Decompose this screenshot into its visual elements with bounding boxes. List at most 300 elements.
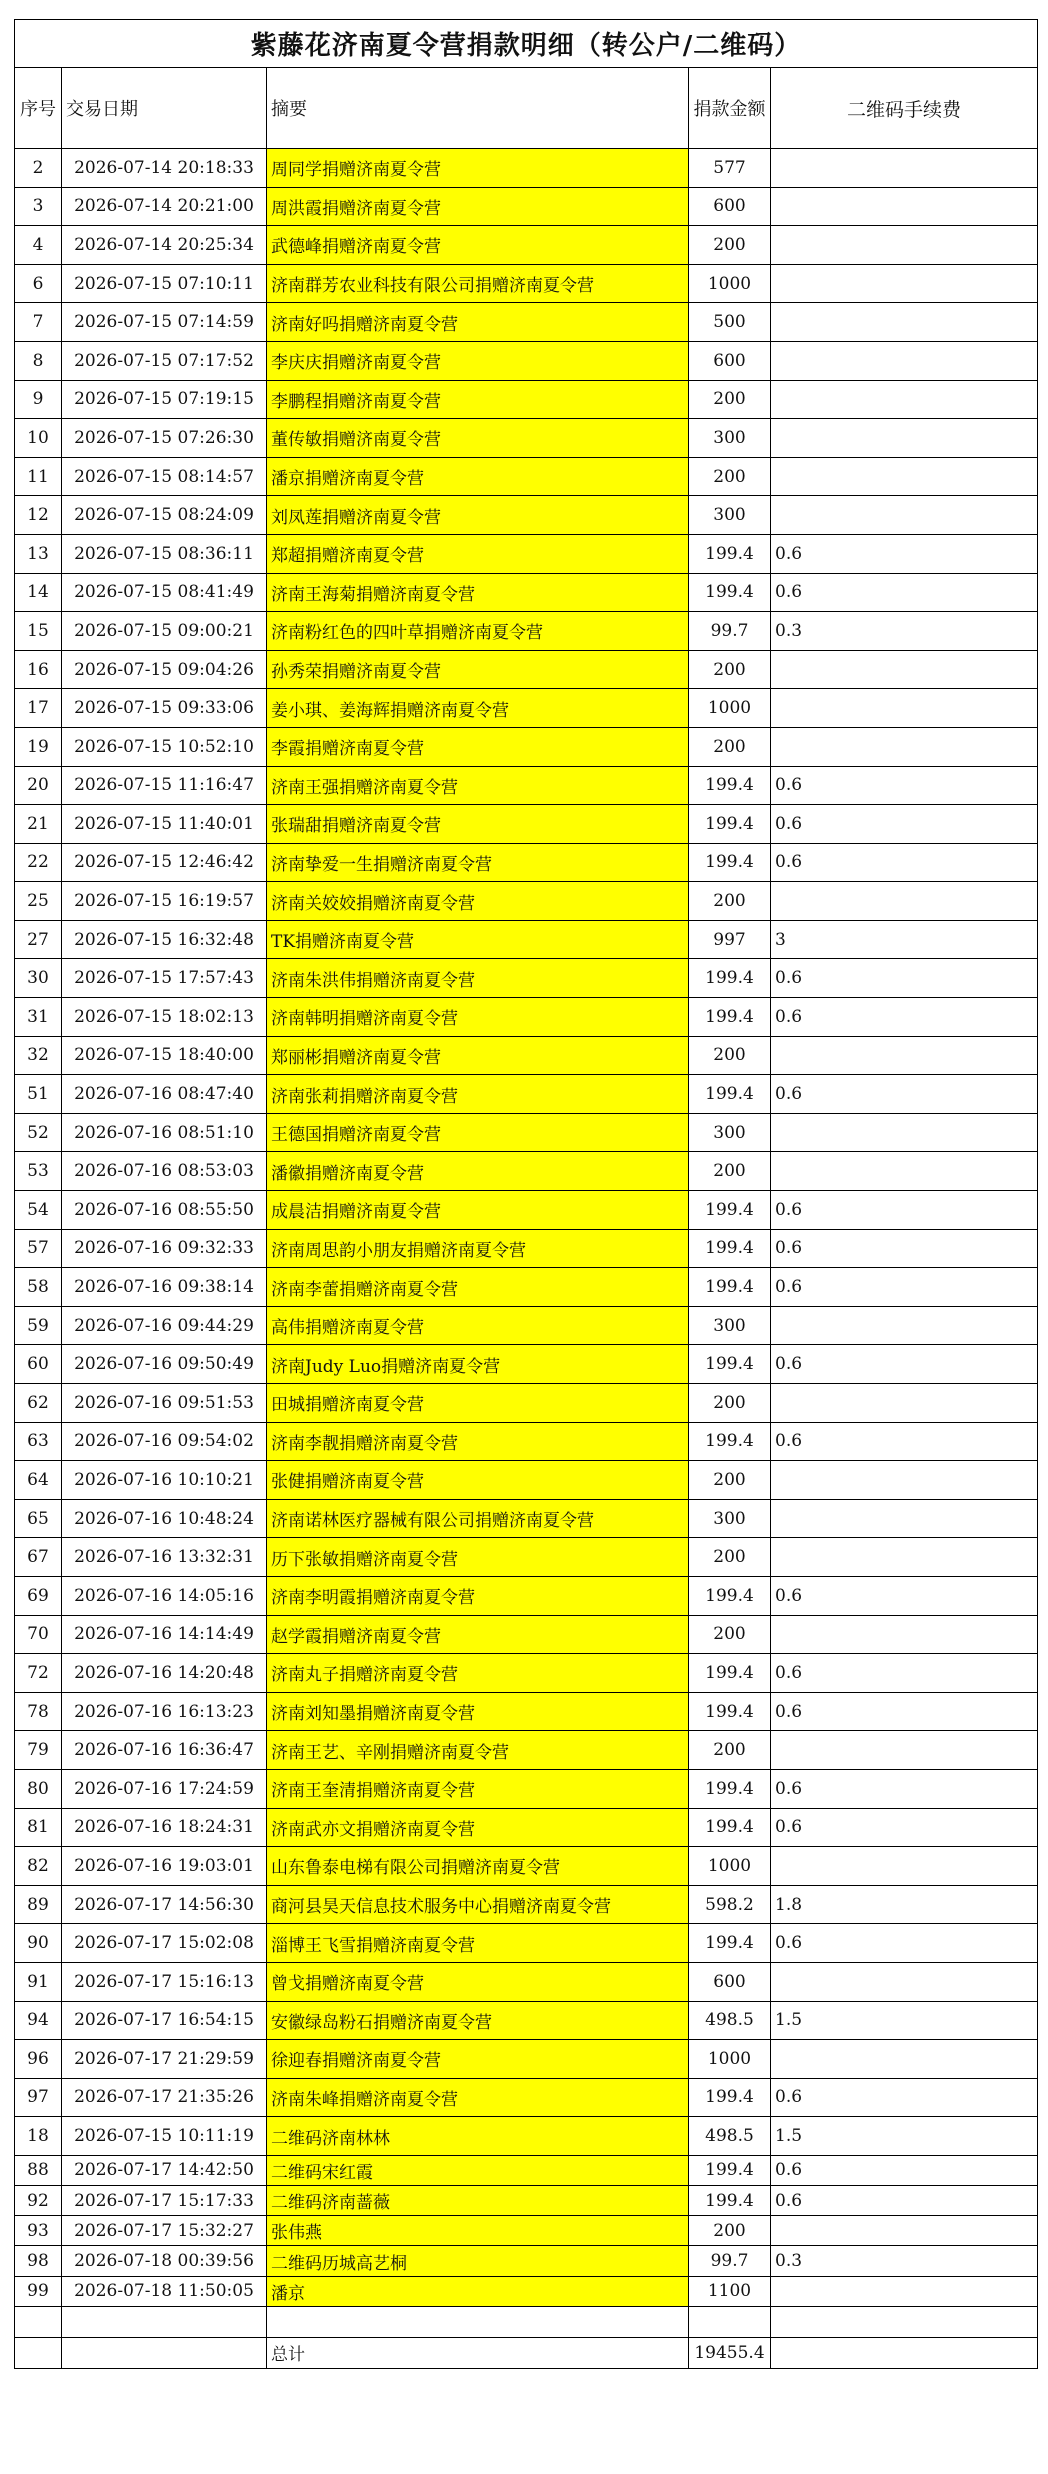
row-seq: 51 <box>15 1075 62 1114</box>
row-seq: 2 <box>15 149 62 188</box>
empty-cell <box>15 2337 62 2368</box>
row-amount: 600 <box>689 1962 771 2001</box>
row-date: 2026-07-15 08:36:11 <box>62 534 267 573</box>
empty-cell <box>689 2306 771 2337</box>
row-seq: 94 <box>15 2001 62 2040</box>
row-amount: 300 <box>689 496 771 535</box>
row-seq: 63 <box>15 1422 62 1461</box>
empty-cell <box>15 2306 62 2337</box>
row-date: 2026-07-16 16:13:23 <box>62 1692 267 1731</box>
row-fee: 0.6 <box>771 805 1038 844</box>
row-amount: 300 <box>689 1306 771 1345</box>
row-fee <box>771 419 1038 458</box>
row-amount: 498.5 <box>689 2001 771 2040</box>
row-amount: 199.4 <box>689 1268 771 1307</box>
row-date: 2026-07-15 07:17:52 <box>62 341 267 380</box>
row-date: 2026-07-15 10:52:10 <box>62 727 267 766</box>
row-seq: 78 <box>15 1692 62 1731</box>
row-summary: 济南李靓捐赠济南夏令营 <box>267 1422 689 1461</box>
table-row <box>15 1422 1038 1461</box>
row-fee <box>771 650 1038 689</box>
header-summary: 摘要 <box>267 68 689 149</box>
table-row <box>15 920 1038 959</box>
row-fee: 0.6 <box>771 1808 1038 1847</box>
row-date: 2026-07-14 20:25:34 <box>62 226 267 265</box>
row-amount: 200 <box>689 650 771 689</box>
row-seq: 4 <box>15 226 62 265</box>
table-row <box>15 1769 1038 1808</box>
row-summary: 二维码宋红霞 <box>267 2155 689 2185</box>
header-row <box>15 68 1038 149</box>
row-date: 2026-07-16 14:20:48 <box>62 1654 267 1693</box>
row-fee: 0.6 <box>771 959 1038 998</box>
row-date: 2026-07-17 15:32:27 <box>62 2216 267 2246</box>
row-fee <box>771 341 1038 380</box>
row-seq: 7 <box>15 303 62 342</box>
table-row <box>15 573 1038 612</box>
row-amount: 199.4 <box>689 1345 771 1384</box>
row-amount: 199.4 <box>689 2155 771 2185</box>
row-fee <box>771 226 1038 265</box>
empty-cell <box>771 2337 1038 2368</box>
row-seq: 53 <box>15 1152 62 1191</box>
row-seq: 92 <box>15 2186 62 2216</box>
row-fee <box>771 380 1038 419</box>
table-row <box>15 1499 1038 1538</box>
row-seq: 81 <box>15 1808 62 1847</box>
donation-table <box>14 19 1038 2369</box>
row-seq: 31 <box>15 998 62 1037</box>
row-seq: 22 <box>15 843 62 882</box>
row-fee <box>771 496 1038 535</box>
row-seq: 89 <box>15 1885 62 1924</box>
row-summary: 二维码济南林林 <box>267 2117 689 2156</box>
row-fee <box>771 1113 1038 1152</box>
row-date: 2026-07-16 18:24:31 <box>62 1808 267 1847</box>
empty-cell <box>62 2337 267 2368</box>
row-summary: 郑超捐赠济南夏令营 <box>267 534 689 573</box>
row-date: 2026-07-17 15:16:13 <box>62 1962 267 2001</box>
row-date: 2026-07-16 09:54:02 <box>62 1422 267 1461</box>
row-amount: 598.2 <box>689 1885 771 1924</box>
row-seq: 18 <box>15 2117 62 2156</box>
row-summary: 张瑞甜捐赠济南夏令营 <box>267 805 689 844</box>
row-amount: 199.4 <box>689 1808 771 1847</box>
row-summary: 济南李明霞捐赠济南夏令营 <box>267 1576 689 1615</box>
row-seq: 93 <box>15 2216 62 2246</box>
row-seq: 60 <box>15 1345 62 1384</box>
row-seq: 97 <box>15 2078 62 2117</box>
row-amount: 200 <box>689 1036 771 1075</box>
table-row <box>15 2117 1038 2156</box>
row-fee <box>771 2276 1038 2306</box>
row-fee: 0.6 <box>771 1422 1038 1461</box>
row-fee <box>771 1731 1038 1770</box>
row-date: 2026-07-16 19:03:01 <box>62 1847 267 1886</box>
table-row <box>15 1075 1038 1114</box>
table-row <box>15 805 1038 844</box>
row-date: 2026-07-18 11:50:05 <box>62 2276 267 2306</box>
row-amount: 199.4 <box>689 1229 771 1268</box>
row-seq: 58 <box>15 1268 62 1307</box>
row-summary: 孙秀荣捐赠济南夏令营 <box>267 650 689 689</box>
row-seq: 72 <box>15 1654 62 1693</box>
row-fee: 0.6 <box>771 1576 1038 1615</box>
row-date: 2026-07-15 08:14:57 <box>62 457 267 496</box>
empty-cell <box>267 2306 689 2337</box>
table-row <box>15 1808 1038 1847</box>
row-date: 2026-07-15 16:19:57 <box>62 882 267 921</box>
table-row <box>15 1731 1038 1770</box>
row-seq: 30 <box>15 959 62 998</box>
row-seq: 17 <box>15 689 62 728</box>
table-row <box>15 766 1038 805</box>
row-amount: 199.4 <box>689 1576 771 1615</box>
row-amount: 200 <box>689 2216 771 2246</box>
table-row <box>15 2186 1038 2216</box>
row-amount: 300 <box>689 1113 771 1152</box>
row-date: 2026-07-15 08:24:09 <box>62 496 267 535</box>
table-row <box>15 1345 1038 1384</box>
row-amount: 200 <box>689 226 771 265</box>
row-fee <box>771 882 1038 921</box>
row-summary: TK捐赠济南夏令营 <box>267 920 689 959</box>
table-row <box>15 650 1038 689</box>
row-seq: 8 <box>15 341 62 380</box>
table-row <box>15 689 1038 728</box>
row-date: 2026-07-17 21:35:26 <box>62 2078 267 2117</box>
row-fee: 0.6 <box>771 534 1038 573</box>
row-date: 2026-07-16 09:38:14 <box>62 1268 267 1307</box>
row-summary: 济南韩明捐赠济南夏令营 <box>267 998 689 1037</box>
row-amount: 200 <box>689 380 771 419</box>
row-amount: 199.4 <box>689 998 771 1037</box>
row-fee: 0.6 <box>771 766 1038 805</box>
row-date: 2026-07-15 09:33:06 <box>62 689 267 728</box>
table-row <box>15 2001 1038 2040</box>
row-fee <box>771 1461 1038 1500</box>
row-date: 2026-07-15 09:04:26 <box>62 650 267 689</box>
row-fee: 1.8 <box>771 1885 1038 1924</box>
row-seq: 98 <box>15 2246 62 2276</box>
row-seq: 90 <box>15 1924 62 1963</box>
row-summary: 姜小琪、姜海辉捐赠济南夏令营 <box>267 689 689 728</box>
row-date: 2026-07-14 20:18:33 <box>62 149 267 188</box>
row-seq: 70 <box>15 1615 62 1654</box>
row-summary: 济南王海菊捐赠济南夏令营 <box>267 573 689 612</box>
row-amount: 99.7 <box>689 612 771 651</box>
row-amount: 498.5 <box>689 2117 771 2156</box>
header-date: 交易日期 <box>62 68 267 149</box>
row-summary: 郑丽彬捐赠济南夏令营 <box>267 1036 689 1075</box>
table-row <box>15 264 1038 303</box>
row-summary: 济南朱洪伟捐赠济南夏令营 <box>267 959 689 998</box>
row-summary: 济南周思韵小朋友捐赠济南夏令营 <box>267 1229 689 1268</box>
row-date: 2026-07-15 08:41:49 <box>62 573 267 612</box>
row-seq: 14 <box>15 573 62 612</box>
row-amount: 1000 <box>689 689 771 728</box>
table-row <box>15 612 1038 651</box>
row-amount: 199.4 <box>689 573 771 612</box>
row-date: 2026-07-18 00:39:56 <box>62 2246 267 2276</box>
row-date: 2026-07-17 14:42:50 <box>62 2155 267 2185</box>
row-date: 2026-07-15 07:10:11 <box>62 264 267 303</box>
table-row <box>15 959 1038 998</box>
row-date: 2026-07-16 09:44:29 <box>62 1306 267 1345</box>
row-amount: 200 <box>689 1538 771 1577</box>
row-amount: 199.4 <box>689 1769 771 1808</box>
row-fee: 0.6 <box>771 1268 1038 1307</box>
table-row <box>15 496 1038 535</box>
row-seq: 27 <box>15 920 62 959</box>
row-amount: 199.4 <box>689 2078 771 2117</box>
row-amount: 199.4 <box>689 1075 771 1114</box>
table-row <box>15 1152 1038 1191</box>
row-fee: 0.6 <box>771 1654 1038 1693</box>
row-seq: 3 <box>15 187 62 226</box>
row-summary: 周洪霞捐赠济南夏令营 <box>267 187 689 226</box>
table-row <box>15 2276 1038 2306</box>
row-amount: 199.4 <box>689 2186 771 2216</box>
table-row <box>15 1847 1038 1886</box>
total-amount: 19455.4 <box>689 2337 771 2368</box>
row-fee: 0.6 <box>771 2078 1038 2117</box>
row-summary: 曾戈捐赠济南夏令营 <box>267 1962 689 2001</box>
row-fee <box>771 727 1038 766</box>
row-seq: 59 <box>15 1306 62 1345</box>
row-seq: 9 <box>15 380 62 419</box>
row-amount: 99.7 <box>689 2246 771 2276</box>
row-amount: 199.4 <box>689 1654 771 1693</box>
row-amount: 600 <box>689 187 771 226</box>
row-amount: 199.4 <box>689 766 771 805</box>
row-summary: 刘凤莲捐赠济南夏令营 <box>267 496 689 535</box>
row-fee: 0.6 <box>771 843 1038 882</box>
row-amount: 199.4 <box>689 805 771 844</box>
table-row <box>15 1615 1038 1654</box>
table-row <box>15 187 1038 226</box>
row-summary: 王德国捐赠济南夏令营 <box>267 1113 689 1152</box>
row-amount: 1000 <box>689 2040 771 2079</box>
table-row <box>15 2155 1038 2185</box>
row-summary: 安徽绿岛粉石捐赠济南夏令营 <box>267 2001 689 2040</box>
row-fee: 0.3 <box>771 612 1038 651</box>
table-row <box>15 380 1038 419</box>
row-date: 2026-07-15 07:14:59 <box>62 303 267 342</box>
table-row <box>15 303 1038 342</box>
row-amount: 199.4 <box>689 534 771 573</box>
table-row <box>15 1191 1038 1230</box>
table-row <box>15 1461 1038 1500</box>
table-row <box>15 1654 1038 1693</box>
table-row <box>15 419 1038 458</box>
row-date: 2026-07-16 09:50:49 <box>62 1345 267 1384</box>
row-summary: 董传敏捐赠济南夏令营 <box>267 419 689 458</box>
table-row <box>15 1924 1038 1963</box>
row-summary: 济南朱峰捐赠济南夏令营 <box>267 2078 689 2117</box>
table-row <box>15 1036 1038 1075</box>
row-seq: 69 <box>15 1576 62 1615</box>
table-row <box>15 1113 1038 1152</box>
table-row <box>15 2078 1038 2117</box>
row-amount: 199.4 <box>689 959 771 998</box>
row-date: 2026-07-17 21:29:59 <box>62 2040 267 2079</box>
row-seq: 20 <box>15 766 62 805</box>
row-date: 2026-07-15 10:11:19 <box>62 2117 267 2156</box>
row-summary: 徐迎春捐赠济南夏令营 <box>267 2040 689 2079</box>
row-date: 2026-07-15 09:00:21 <box>62 612 267 651</box>
row-seq: 11 <box>15 457 62 496</box>
empty-cell <box>771 2306 1038 2337</box>
row-fee <box>771 1036 1038 1075</box>
total-row <box>15 2337 1038 2368</box>
row-seq: 13 <box>15 534 62 573</box>
row-fee: 0.6 <box>771 2186 1038 2216</box>
row-date: 2026-07-16 09:51:53 <box>62 1384 267 1423</box>
row-amount: 200 <box>689 727 771 766</box>
row-fee: 0.6 <box>771 1191 1038 1230</box>
row-seq: 80 <box>15 1769 62 1808</box>
row-fee: 0.6 <box>771 1924 1038 1963</box>
row-date: 2026-07-17 15:17:33 <box>62 2186 267 2216</box>
row-amount: 500 <box>689 303 771 342</box>
row-date: 2026-07-16 09:32:33 <box>62 1229 267 1268</box>
row-fee <box>771 264 1038 303</box>
row-summary: 济南刘知墨捐赠济南夏令营 <box>267 1692 689 1731</box>
row-date: 2026-07-15 12:46:42 <box>62 843 267 882</box>
row-summary: 济南挚爱一生捐赠济南夏令营 <box>267 843 689 882</box>
row-date: 2026-07-17 16:54:15 <box>62 2001 267 2040</box>
header-fee: 二维码手续费 <box>771 68 1038 149</box>
row-fee: 0.6 <box>771 573 1038 612</box>
row-amount: 199.4 <box>689 1191 771 1230</box>
row-seq: 62 <box>15 1384 62 1423</box>
row-amount: 200 <box>689 882 771 921</box>
row-amount: 1000 <box>689 264 771 303</box>
row-fee <box>771 187 1038 226</box>
row-seq: 32 <box>15 1036 62 1075</box>
row-summary: 济南李蕾捐赠济南夏令营 <box>267 1268 689 1307</box>
table-row <box>15 341 1038 380</box>
row-fee: 0.6 <box>771 1075 1038 1114</box>
row-summary: 武德峰捐赠济南夏令营 <box>267 226 689 265</box>
row-summary: 周同学捐赠济南夏令营 <box>267 149 689 188</box>
row-summary: 济南王奎清捐赠济南夏令营 <box>267 1769 689 1808</box>
header-seq: 序号 <box>15 68 62 149</box>
row-fee <box>771 2040 1038 2079</box>
row-amount: 199.4 <box>689 1924 771 1963</box>
row-seq: 79 <box>15 1731 62 1770</box>
row-seq: 25 <box>15 882 62 921</box>
row-date: 2026-07-16 08:47:40 <box>62 1075 267 1114</box>
row-fee <box>771 457 1038 496</box>
row-seq: 57 <box>15 1229 62 1268</box>
row-date: 2026-07-15 07:19:15 <box>62 380 267 419</box>
row-amount: 1000 <box>689 1847 771 1886</box>
row-fee <box>771 1847 1038 1886</box>
row-summary: 张健捐赠济南夏令营 <box>267 1461 689 1500</box>
table-row <box>15 2246 1038 2276</box>
row-summary: 高伟捐赠济南夏令营 <box>267 1306 689 1345</box>
row-summary: 济南诺林医疗器械有限公司捐赠济南夏令营 <box>267 1499 689 1538</box>
table-row <box>15 1268 1038 1307</box>
row-fee: 3 <box>771 920 1038 959</box>
table-row <box>15 149 1038 188</box>
row-summary: 淄博王飞雪捐赠济南夏令营 <box>267 1924 689 1963</box>
row-summary: 济南张莉捐赠济南夏令营 <box>267 1075 689 1114</box>
row-date: 2026-07-16 16:36:47 <box>62 1731 267 1770</box>
table-row <box>15 1384 1038 1423</box>
row-fee: 0.3 <box>771 2246 1038 2276</box>
row-date: 2026-07-16 17:24:59 <box>62 1769 267 1808</box>
row-summary: 田城捐赠济南夏令营 <box>267 1384 689 1423</box>
row-date: 2026-07-15 18:40:00 <box>62 1036 267 1075</box>
row-summary: 济南王艺、辛刚捐赠济南夏令营 <box>267 1731 689 1770</box>
table-row <box>15 1538 1038 1577</box>
row-seq: 12 <box>15 496 62 535</box>
row-date: 2026-07-17 15:02:08 <box>62 1924 267 1963</box>
row-amount: 577 <box>689 149 771 188</box>
row-summary: 济南Judy Luo捐赠济南夏令营 <box>267 1345 689 1384</box>
row-summary: 李霞捐赠济南夏令营 <box>267 727 689 766</box>
row-summary: 济南好吗捐赠济南夏令营 <box>267 303 689 342</box>
row-fee <box>771 689 1038 728</box>
row-date: 2026-07-16 08:51:10 <box>62 1113 267 1152</box>
row-fee: 0.6 <box>771 2155 1038 2185</box>
row-amount: 200 <box>689 1152 771 1191</box>
row-seq: 21 <box>15 805 62 844</box>
row-fee <box>771 1499 1038 1538</box>
row-seq: 88 <box>15 2155 62 2185</box>
row-amount: 200 <box>689 1461 771 1500</box>
row-amount: 200 <box>689 1615 771 1654</box>
row-fee <box>771 303 1038 342</box>
donation-sheet <box>14 19 1037 2369</box>
row-date: 2026-07-15 07:26:30 <box>62 419 267 458</box>
row-date: 2026-07-16 10:48:24 <box>62 1499 267 1538</box>
row-seq: 10 <box>15 419 62 458</box>
row-fee: 1.5 <box>771 2117 1038 2156</box>
row-summary: 潘京捐赠济南夏令营 <box>267 457 689 496</box>
row-date: 2026-07-15 17:57:43 <box>62 959 267 998</box>
row-fee: 1.5 <box>771 2001 1038 2040</box>
row-summary: 山东鲁泰电梯有限公司捐赠济南夏令营 <box>267 1847 689 1886</box>
row-summary: 李庆庆捐赠济南夏令营 <box>267 341 689 380</box>
row-fee: 0.6 <box>771 998 1038 1037</box>
table-row <box>15 2040 1038 2079</box>
row-summary: 济南丸子捐赠济南夏令营 <box>267 1654 689 1693</box>
row-summary: 济南关姣姣捐赠济南夏令营 <box>267 882 689 921</box>
table-row <box>15 1306 1038 1345</box>
row-amount: 199.4 <box>689 1422 771 1461</box>
row-seq: 15 <box>15 612 62 651</box>
row-seq: 52 <box>15 1113 62 1152</box>
header-amount: 捐款金额 <box>689 68 771 149</box>
row-date: 2026-07-15 18:02:13 <box>62 998 267 1037</box>
row-fee <box>771 2216 1038 2246</box>
table-row <box>15 226 1038 265</box>
row-date: 2026-07-15 11:40:01 <box>62 805 267 844</box>
row-summary: 李鹏程捐赠济南夏令营 <box>267 380 689 419</box>
row-seq: 99 <box>15 2276 62 2306</box>
row-date: 2026-07-16 08:55:50 <box>62 1191 267 1230</box>
row-amount: 200 <box>689 1731 771 1770</box>
row-date: 2026-07-15 11:16:47 <box>62 766 267 805</box>
row-date: 2026-07-17 14:56:30 <box>62 1885 267 1924</box>
table-row <box>15 1885 1038 1924</box>
row-summary: 济南粉红色的四叶草捐赠济南夏令营 <box>267 612 689 651</box>
row-amount: 199.4 <box>689 843 771 882</box>
